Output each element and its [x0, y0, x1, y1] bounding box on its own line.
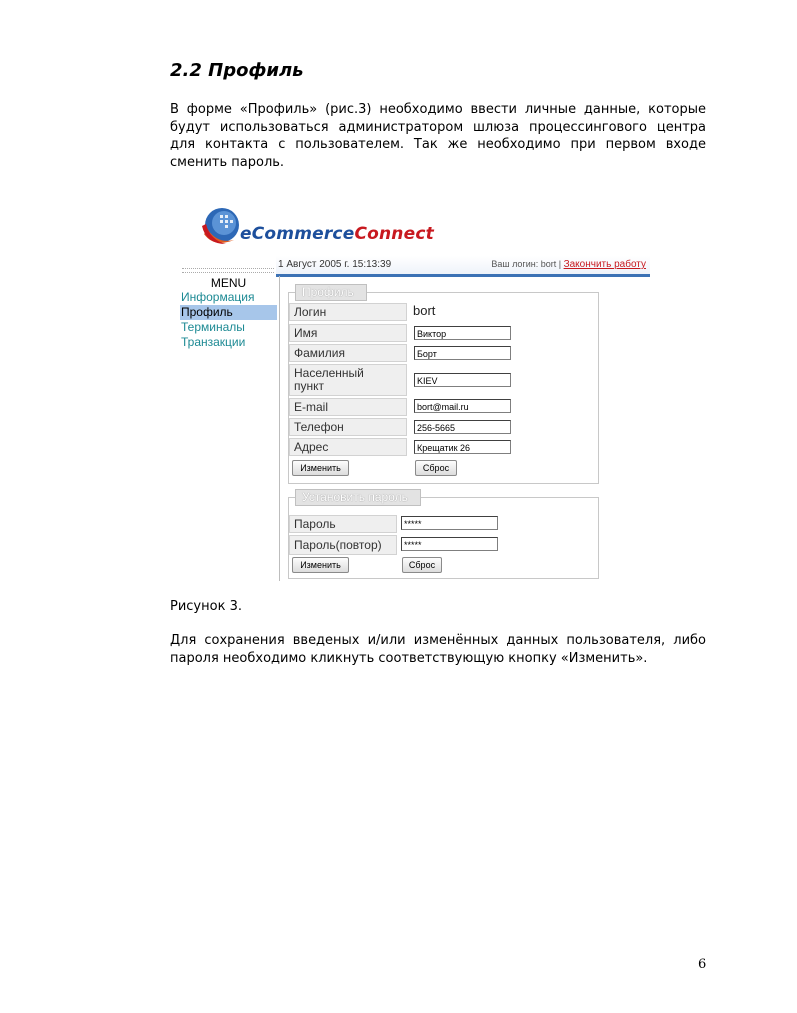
password-repeat-field[interactable]: ***** [401, 537, 498, 551]
password-reset-button[interactable]: Сброс [402, 557, 442, 573]
menu-item-transactions[interactable]: Транзакции [181, 335, 246, 349]
side-menu [180, 276, 277, 350]
logo-text-connect: Connect [354, 224, 434, 244]
login-label: Логин [289, 303, 407, 321]
password-repeat-label: Пароль(повтор) [289, 535, 397, 555]
instruction-paragraph: Для сохранения введеных и/или изменённых данных пользователя, либо пароля необходимо кликнуть соответствующую кнопку «Изменить». [170, 633, 706, 666]
intro-paragraph: В форме «Профиль» (рис.3) необходимо ввести личные данные, которые будут использоваться администратором шлюза процессингового центра для контакта с пользователем. Так же необходимо при первом входе сменить пароль. [170, 102, 706, 170]
menu-item-profile[interactable]: Профиль [180, 305, 277, 320]
logout-link[interactable]: Закончить работу [563, 259, 646, 270]
menu-title: MENU [210, 276, 247, 290]
login-value: bort [413, 303, 436, 318]
profile-legend: Профиль [295, 284, 367, 301]
profile-screenshot-figure [180, 200, 652, 582]
profile-fieldset [288, 285, 599, 484]
menu-item-information[interactable]: Информация [181, 290, 255, 304]
email-label: E-mail [289, 398, 407, 416]
phone-field[interactable]: 256-5665 [414, 420, 511, 434]
top-status-bar [276, 256, 650, 277]
logo-swirl-icon [200, 204, 240, 248]
city-label [289, 364, 407, 396]
figure-caption: Рисунок 3. [170, 599, 242, 614]
user-login-text: Ваш логин: bort | [491, 259, 562, 269]
logo-text-ecommerce: eCommerce [240, 224, 355, 244]
phone-label: Телефон [289, 418, 407, 436]
current-datetime: 1 Август 2005 г. 15:13:39 [278, 259, 392, 270]
city-label-line2: пункт [294, 379, 325, 393]
email-field[interactable]: bort@mail.ru [414, 399, 511, 413]
profile-reset-button[interactable]: Сброс [415, 460, 457, 476]
surname-label: Фамилия [289, 344, 407, 362]
name-field[interactable]: Виктор [414, 326, 511, 340]
menu-divider [182, 268, 274, 273]
password-fieldset [288, 490, 599, 579]
menu-separator-line [279, 276, 280, 581]
profile-change-button[interactable]: Изменить [292, 460, 349, 476]
password-change-button[interactable]: Изменить [292, 557, 349, 573]
topbar-user-area [491, 259, 646, 270]
page-number: 6 [698, 957, 707, 972]
name-label: Имя [289, 324, 407, 342]
password-label: Пароль [289, 515, 397, 533]
password-legend: Установить пароль [295, 489, 421, 506]
menu-item-terminals[interactable]: Терминалы [181, 320, 245, 334]
city-field[interactable]: KIEV [414, 373, 511, 387]
city-label-line1: Населенный [294, 366, 364, 380]
section-heading: 2.2 Профиль [170, 60, 304, 81]
address-field[interactable]: Крещатик 26 [414, 440, 511, 454]
logo-wordmark [240, 224, 434, 244]
address-label: Адрес [289, 438, 407, 456]
password-field[interactable]: ***** [401, 516, 498, 530]
surname-field[interactable]: Борт [414, 346, 511, 360]
ecommerceconnect-logo [200, 204, 440, 250]
